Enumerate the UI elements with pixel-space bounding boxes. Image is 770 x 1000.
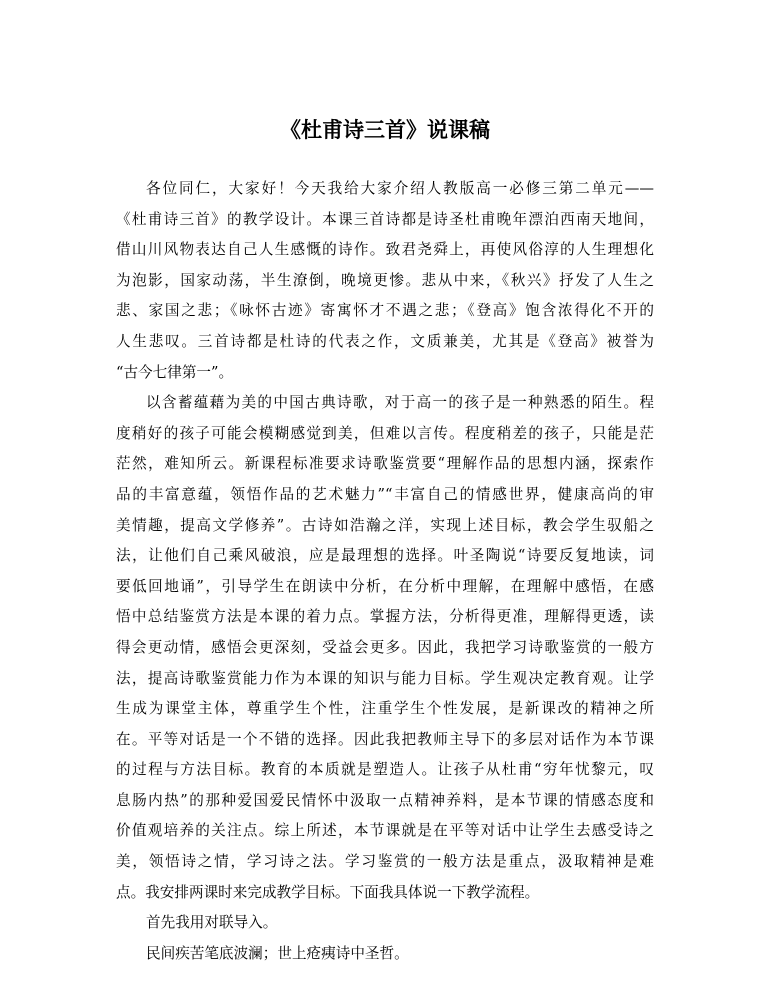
- body-text-line: 民间疾苦笔底波澜；世上疮痍诗中圣哲。: [146, 944, 409, 962]
- body-text-line: 的过程与方法目标。教育的本质就是塑造人。让孩子从杜甫“穷年忧黎元，叹: [116, 761, 654, 779]
- body-text-line: 度稍好的孩子可能会模糊感觉到美，但难以言传。程度稍差的孩子，只能是茫: [116, 424, 654, 442]
- body-text-line: 在。平等对话是一个不错的选择。因此我把教师主导下的多层对话作为本节课: [116, 730, 654, 748]
- body-text-line: 为泡影，国家动荡，半生潦倒，晚境更惨。悲从中来，《秋兴》抒发了人生之: [116, 271, 654, 289]
- body-text-line: 悟中总结鉴赏方法是本课的着力点。掌握方法，分析得更准，理解得更透，读: [116, 608, 654, 626]
- body-text-line: 品的丰富意蕴，领悟作品的艺术魅力”“丰富自己的情感世界，健康高尚的审: [116, 485, 654, 503]
- body-text-line: “古今七律第一”。: [116, 363, 234, 381]
- body-text-line: 悲、家国之悲；《咏怀古迹》寄寓怀才不遇之悲；《登高》饱含浓得化不开的: [116, 302, 654, 320]
- body-text-line: 价值观培养的关注点。综上所述，本节课就是在平等对话中让学生去感受诗之: [116, 822, 654, 840]
- body-text-line: 首先我用对联导入。: [146, 914, 278, 932]
- document-body: [116, 174, 654, 969]
- body-text-line: 得会更动情，感悟会更深刻，受益会更多。因此，我把学习诗歌鉴赏的一般方: [116, 638, 654, 656]
- body-text-line: 生成为课堂主体，尊重学生个性，注重学生个性发展，是新课改的精神之所: [116, 700, 654, 718]
- body-text-line: 茫然，难知所云。新课程标准要求诗歌鉴赏要“理解作品的思想内涵，探索作: [116, 455, 654, 473]
- body-text-line: 美情趣，提高文学修养”。古诗如浩瀚之洋，实现上述目标，教会学生驭船之: [116, 516, 654, 534]
- body-text-line: 以含蓄蕴藉为美的中国古典诗歌，对于高一的孩子是一种熟悉的陌生。程: [146, 394, 654, 412]
- body-text-line: 法，提高诗歌鉴赏能力作为本课的知识与能力目标。学生观决定教育观。让学: [116, 669, 654, 687]
- body-text-line: 《杜甫诗三首》的教学设计。本课三首诗都是诗圣杜甫晚年漂泊西南天地间，: [116, 210, 654, 228]
- body-text-line: 各位同仁，大家好！今天我给大家介绍人教版高一必修三第二单元——: [146, 180, 654, 197]
- body-text-line: 人生悲叹。三首诗都是杜诗的代表之作，文质兼美，尤其是《登高》被誉为: [116, 332, 654, 350]
- body-text-line: 要低回地诵”，引导学生在朗读中分析，在分析中理解，在理解中感悟，在感: [116, 577, 654, 595]
- document-title: 《杜甫诗三首》说课稿: [280, 117, 490, 142]
- body-text-line: 借山川风物表达自己人生感慨的诗作。致君尧舜上，再使风俗淳的人生理想化: [116, 241, 654, 259]
- body-text-line: 美，领悟诗之情，学习诗之法。学习鉴赏的一般方法是重点，汲取精神是难: [116, 853, 654, 871]
- body-text-line: 点。我安排两课时来完成教学目标。下面我具体说一下教学流程。: [116, 883, 540, 901]
- body-text-line: 法，让他们自己乘风破浪，应是最理想的选择。叶圣陶说“诗要反复地读，词: [116, 547, 654, 565]
- body-text-line: 息肠内热”的那种爱国爱民情怀中汲取一点精神养料，是本节课的情感态度和: [116, 791, 654, 809]
